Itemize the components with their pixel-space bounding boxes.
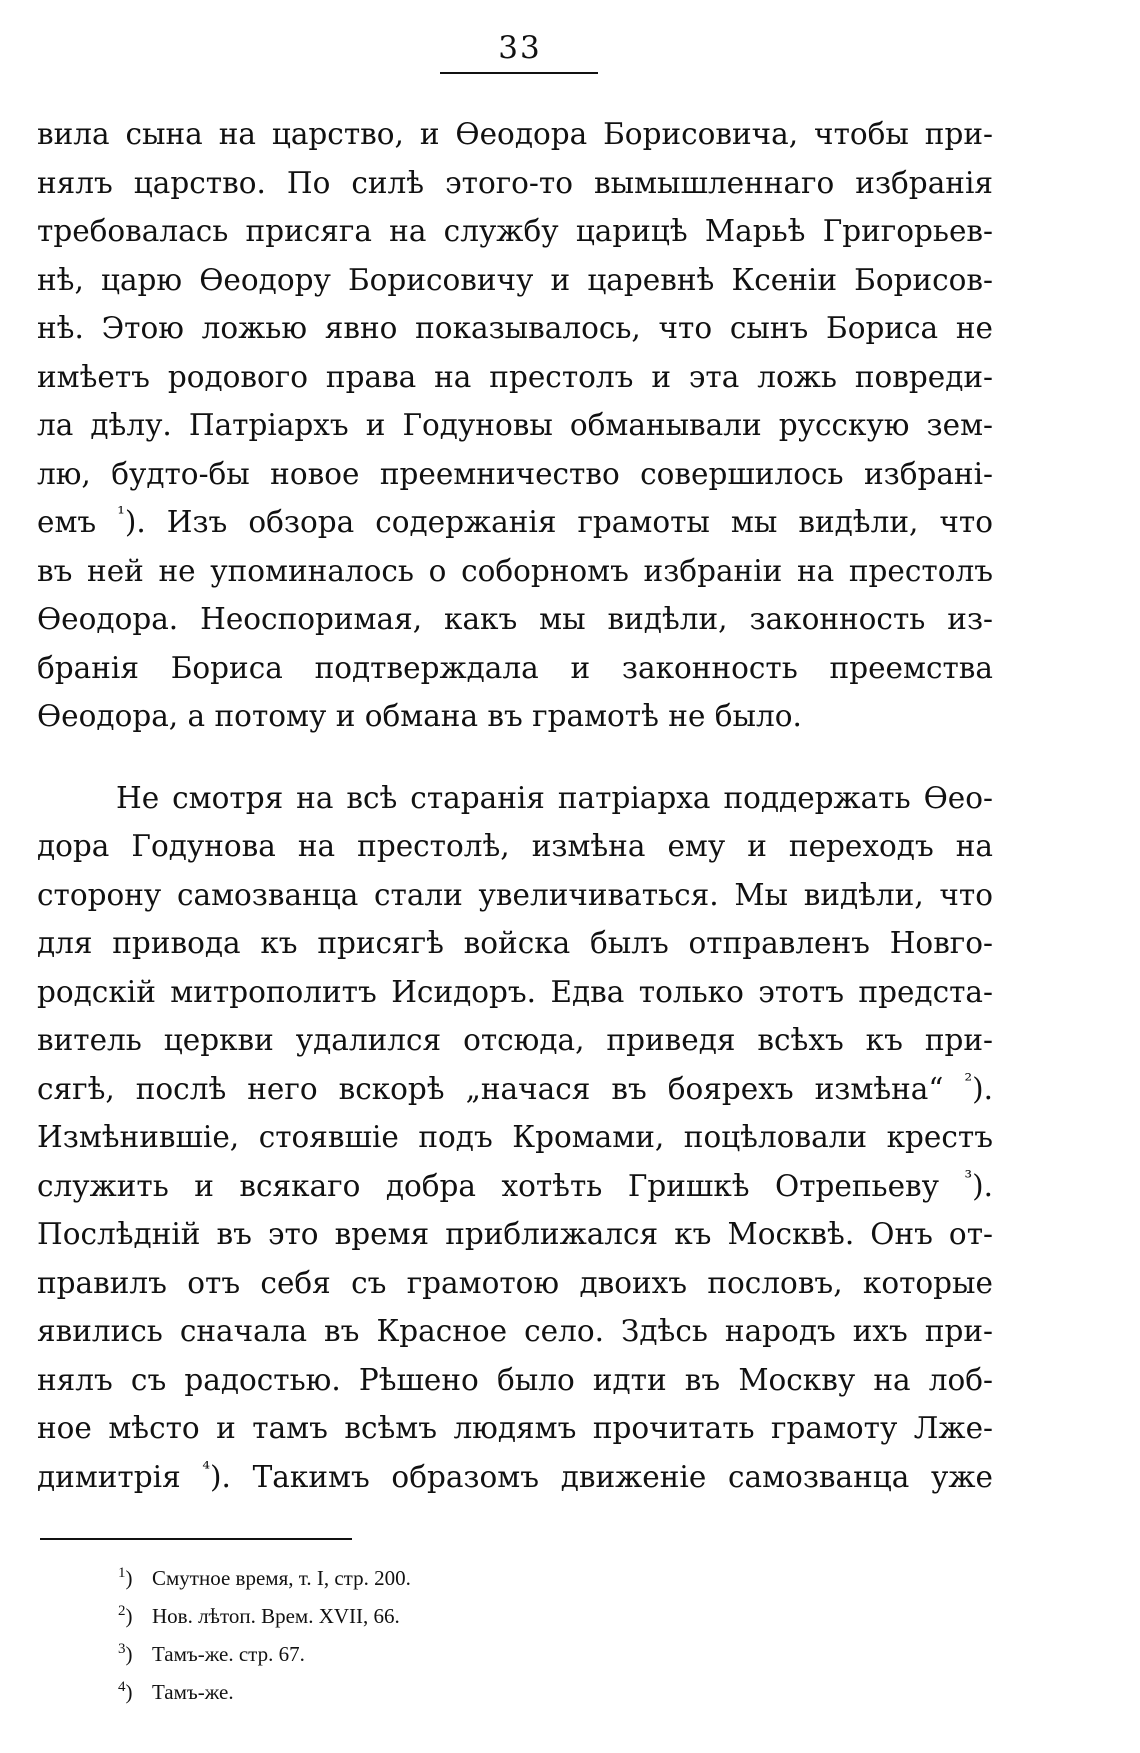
text-fragment: ). Изъ обзора содержанія грамоты мы видѣли, что: [124, 505, 993, 539]
paragraph-1: [37, 110, 993, 741]
text-fragment: служить и всякаго добра хотѣть Гришкѣ Отрепьеву: [37, 1168, 965, 1203]
footnotes: [118, 1559, 918, 1711]
footnote-ref-2: ²: [964, 1069, 973, 1092]
text-line: нѣ, царю Өеодору Борисовичу и царевнѣ Ксеніи Борисов-: [37, 262, 993, 297]
footnote-mark: $^2$): [118, 1603, 133, 1628]
footnote-text: Нов. лѣтоп. Врем. XVII, 66.: [152, 1604, 400, 1628]
text-line: дора Годунова на престолѣ, измѣна ему и переходъ на: [37, 829, 993, 863]
text-line: требовалась присяга на службу царицѣ Марьѣ Григорьев-: [37, 214, 993, 248]
footnote-text: Смутное время, т. I, стр. 200.: [152, 1566, 411, 1590]
text-line: сторону самозванца стали увеличиваться. Мы видѣли, что: [37, 877, 993, 912]
footnote-number: 4: [118, 1679, 126, 1695]
text-line: бранія Бориса подтверждала и законность преемства: [37, 650, 993, 685]
text-fragment: ).: [972, 1071, 993, 1106]
text-line: Өеодора. Неоспоримая, какъ мы видѣли, законность из-: [37, 602, 993, 636]
text-fragment: емъ: [37, 505, 118, 539]
footnote-mark: $^3$): [118, 1641, 133, 1666]
footnote-rule: [40, 1538, 352, 1540]
page-number-rule: [440, 72, 598, 74]
text-line: ное мѣсто и тамъ всѣмъ людямъ прочитать грамоту Лже-: [37, 1411, 993, 1445]
footnote-text: Тамъ-же.: [152, 1680, 234, 1704]
text-line: Послѣдній въ это время приближался къ Москвѣ. Онъ от-: [37, 1217, 993, 1251]
page-number: 33: [498, 30, 542, 66]
text-line: [37, 1162, 993, 1211]
text-line: явились сначала въ Красное село. Здѣсь народъ ихъ при-: [37, 1314, 993, 1348]
paragraph-2: [37, 774, 993, 1502]
text-line: [37, 1453, 993, 1502]
paragraph-gap: [37, 741, 993, 774]
footnote-1: [118, 1559, 918, 1597]
footnote-ref-1: ¹: [117, 503, 125, 525]
text-line: Өеодора, а потому и обмана въ грамотѣ не было.: [37, 699, 802, 733]
footnote-3: [118, 1635, 918, 1673]
text-line: Измѣнившіе, стоявшіе подъ Кромами, поцѣловали крестъ: [37, 1120, 993, 1154]
text-line: ла дѣлу. Патріархъ и Годуновы обманывали русскую зем-: [37, 408, 993, 442]
text-line: для привода къ присягѣ войска былъ отправленъ Новго-: [37, 926, 993, 960]
text-fragment: димитрія: [37, 1459, 203, 1494]
text-line: Не смотря на всѣ старанія патріарха поддержать Өео-: [116, 780, 993, 815]
body-text: [37, 110, 993, 1501]
text-line: имѣетъ родового права на престолъ и эта ложь повреди-: [37, 359, 993, 394]
footnote-ref-4: ⁴: [202, 1457, 211, 1480]
text-fragment: ).: [972, 1168, 993, 1203]
text-line: [37, 1065, 993, 1114]
text-line: нялъ царство. По силѣ этого-то вымышленнаго избранія: [37, 165, 993, 200]
text-line: нѣ. Этою ложью явно показывалось, что сынъ Бориса не: [37, 311, 993, 345]
text-line: въ ней не упоминалось о соборномъ избраніи на престолъ: [37, 553, 993, 588]
footnote-number: 3: [118, 1641, 126, 1657]
text-line: вила сына на царство, и Өеодора Борисовича, чтобы при-: [37, 117, 993, 151]
footnote-4: [118, 1673, 918, 1711]
text-fragment: ). Такимъ образомъ движеніе самозванца уже: [210, 1459, 993, 1494]
text-line: [37, 498, 993, 547]
footnote-text: Тамъ-же. стр. 67.: [152, 1642, 305, 1666]
text-line: лю, будто-бы новое преемничество совершилось избрані-: [37, 456, 993, 491]
text-fragment: сягѣ, послѣ него вскорѣ „начася въ боярехъ измѣна“: [37, 1071, 965, 1106]
footnote-mark: $^4$): [118, 1679, 133, 1704]
footnote-2: [118, 1597, 918, 1635]
text-line: витель церкви удалился отсюда, приведя всѣхъ къ при-: [37, 1023, 993, 1057]
text-line: нялъ съ радостью. Рѣшено было идти въ Москву на лоб-: [37, 1362, 993, 1397]
text-line: родскій митрополитъ Исидоръ. Едва только этотъ предста-: [37, 974, 993, 1009]
text-line: правилъ отъ себя съ грамотою двоихъ пословъ, которые: [37, 1265, 993, 1300]
footnote-number: 1: [118, 1565, 126, 1581]
footnote-ref-3: ³: [964, 1166, 973, 1189]
footnote-number: 2: [118, 1603, 126, 1619]
footnote-mark: $^1$): [118, 1565, 133, 1590]
